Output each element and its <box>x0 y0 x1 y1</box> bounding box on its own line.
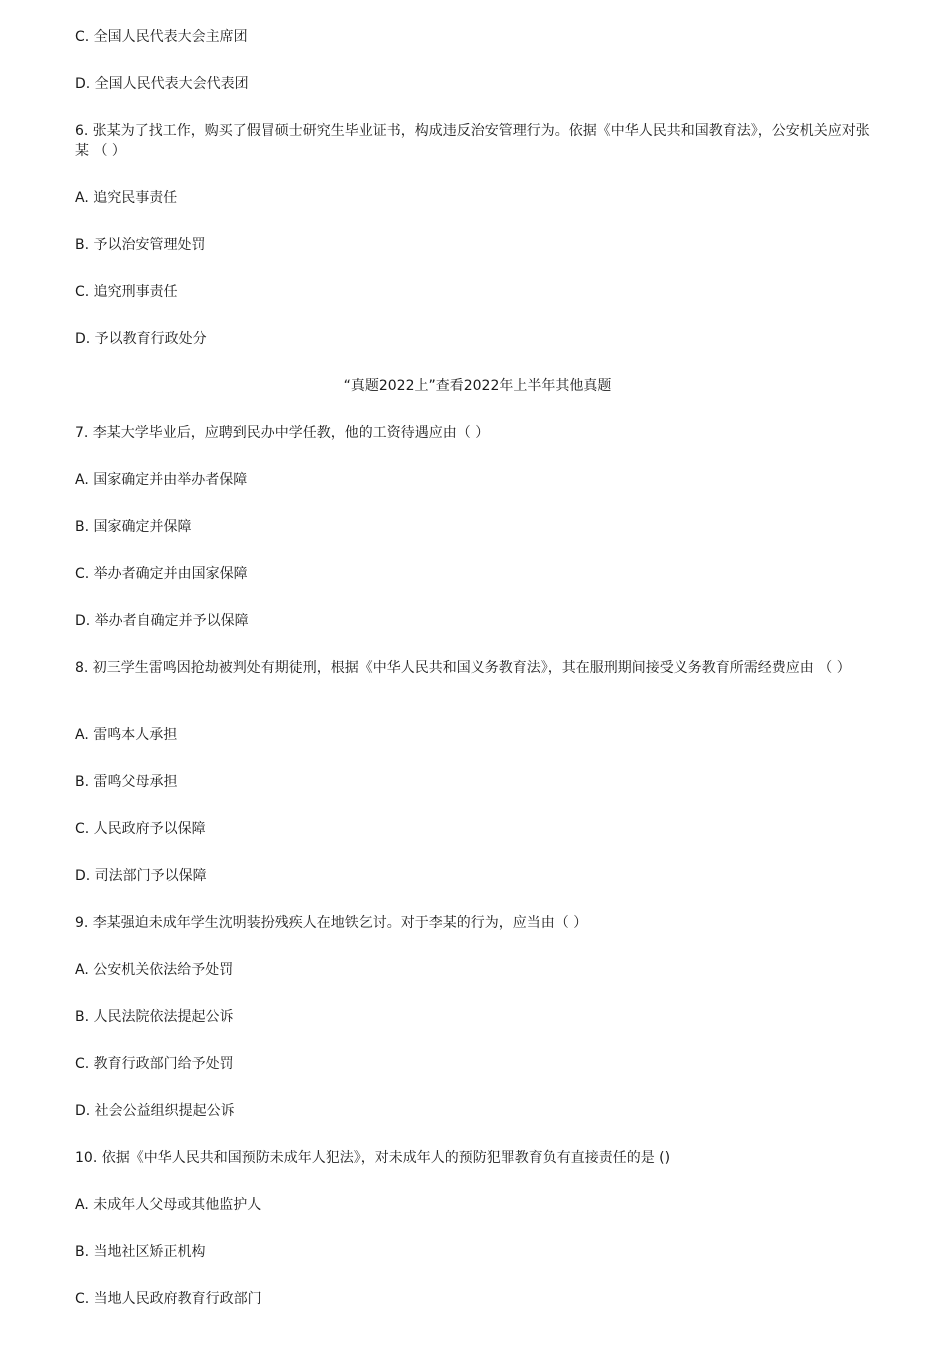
question-7: 7. 李某大学毕业后，应聘到民办中学任教，他的工资待遇应由（ ） <box>75 425 490 441</box>
option-d-q6: D. 予以教育行政处分 <box>75 331 207 347</box>
option-c-q10: C. 当地人民政府教育行政部门 <box>75 1291 262 1307</box>
option-c-q5: C. 全国人民代表大会主席团 <box>75 29 248 45</box>
option-a-q10: A. 未成年人父母或其他监护人 <box>75 1197 262 1213</box>
option-a-q7: A. 国家确定并由举办者保障 <box>75 472 248 488</box>
option-b-q7: B. 国家确定并保障 <box>75 519 192 535</box>
option-d-q9: D. 社会公益组织提起公诉 <box>75 1103 235 1119</box>
option-b-q10: B. 当地社区矫正机构 <box>75 1244 206 1260</box>
option-d-q7: D. 举办者自确定并予以保障 <box>75 613 249 629</box>
option-b-q8: B. 雷鸣父母承担 <box>75 774 178 790</box>
option-c-q6: C. 追究刑事责任 <box>75 284 178 300</box>
option-d-q8: D. 司法部门予以保障 <box>75 868 207 884</box>
option-b-q9: B. 人民法院依法提起公诉 <box>75 1009 234 1025</box>
question-9: 9. 李某强迫未成年学生沈明装扮残疾人在地铁乞讨。对于李某的行为，应当由（ ） <box>75 915 588 931</box>
question-6: 6. 张某为了找工作，购买了假冒硕士研究生毕业证书，构成违反治安管理行为。依据《中华人民共和国教育法》，公安机关应对张某 （ ） <box>75 123 870 159</box>
question-10: 10. 依据《中华人民共和国预防未成年人犯法》，对未成年人的预防犯罪教育负有直接责任的是 () <box>75 1150 671 1166</box>
option-a-q6: A. 追究民事责任 <box>75 190 178 206</box>
notice-line: “真题2022上”查看2022年上半年其他真题 <box>343 378 612 394</box>
option-a-q8: A. 雷鸣本人承担 <box>75 727 178 743</box>
option-c-q9: C. 教育行政部门给予处罚 <box>75 1056 234 1072</box>
option-c-q7: C. 举办者确定并由国家保障 <box>75 566 248 582</box>
question-8: 8. 初三学生雷鸣因抢劫被判处有期徒刑，根据《中华人民共和国义务教育法》，其在服刑期间接受义务教育所需经费应由 （ ） <box>75 660 851 676</box>
option-d-q5: D. 全国人民代表大会代表团 <box>75 76 249 92</box>
option-a-q9: A. 公安机关依法给予处罚 <box>75 962 234 978</box>
option-c-q8: C. 人民政府予以保障 <box>75 821 206 837</box>
option-b-q6: B. 予以治安管理处罚 <box>75 237 206 253</box>
